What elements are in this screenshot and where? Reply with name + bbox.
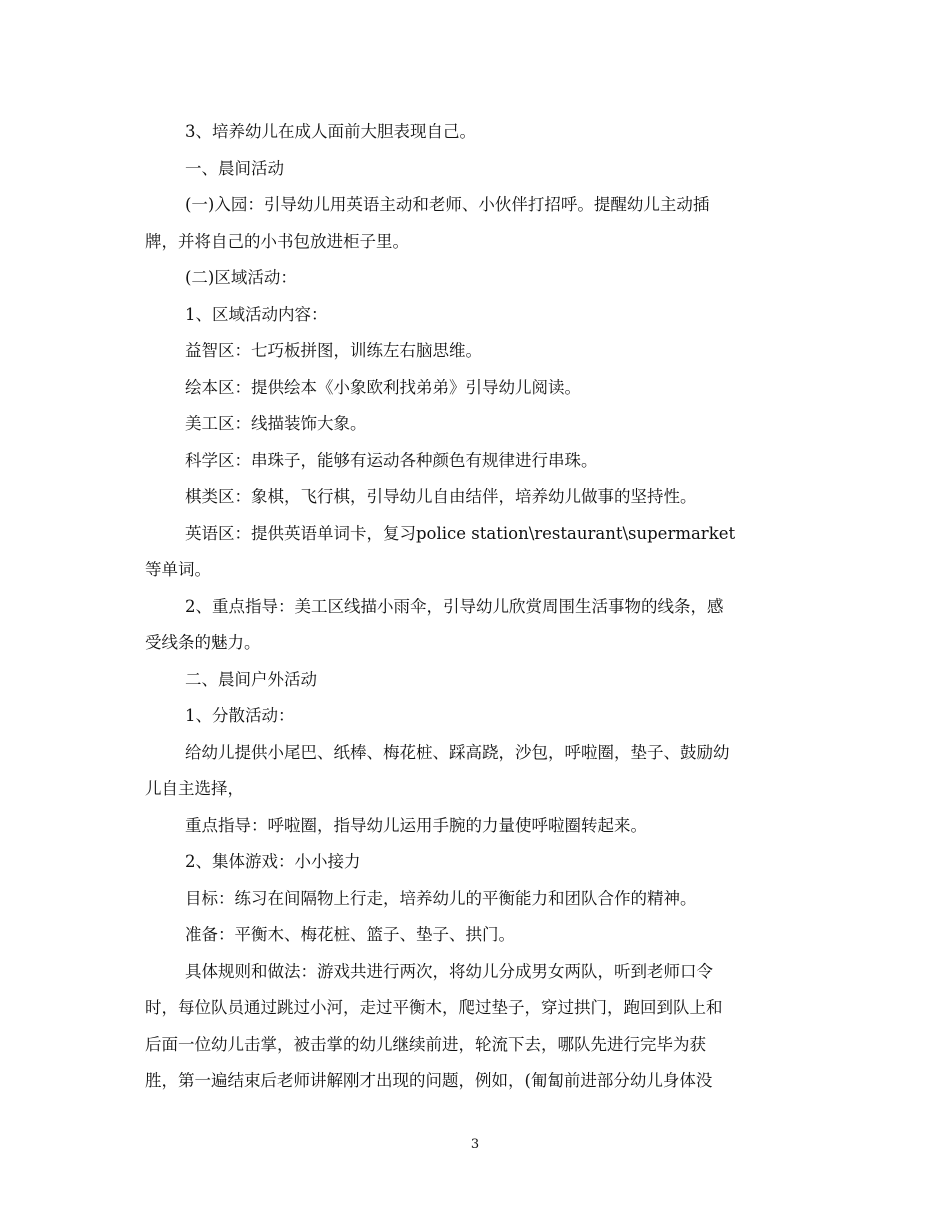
text-line: (一)入园：引导幼儿用英语主动和老师、小伙伴打招呼。提醒幼儿主动插 bbox=[185, 195, 710, 214]
text-line: 给幼儿提供小尾巴、纸棒、梅花桩、踩高跷，沙包，呼啦圈，垫子、鼓励幼 bbox=[185, 742, 730, 762]
text-line: 绘本区：提供绘本《小象欧利找弟弟》引导幼儿阅读。 bbox=[185, 377, 581, 397]
text-line: 儿自主选择， bbox=[145, 779, 244, 798]
text-line: 胜，第一遍结束后老师讲解刚才出现的问题，例如，(匍匐前进部分幼儿身体没 bbox=[145, 1071, 713, 1090]
document-body bbox=[145, 114, 805, 1100]
text-line: 美工区：线描装饰大象。 bbox=[185, 414, 367, 433]
text-line: 科学区：串珠子，能够有运动各种颜色有规律进行串珠。 bbox=[185, 450, 598, 470]
text-line: 棋类区：象棋，飞行棋，引导幼儿自由结伴，培养幼儿做事的坚持性。 bbox=[185, 487, 697, 506]
section-heading: 一、晨间活动 bbox=[185, 158, 284, 178]
text-line: 3、培养幼儿在成人面前大胆表现自己。 bbox=[185, 122, 476, 141]
text-line: 时，每位队员通过跳过小河，走过平衡木，爬过垫子，穿过拱门，跑回到队上和 bbox=[145, 998, 723, 1017]
text-line: 受线条的魅力。 bbox=[145, 633, 261, 652]
text-line: 等单词。 bbox=[145, 560, 211, 579]
text-line: 后面一位幼儿击掌，被击掌的幼儿继续前进，轮流下去，哪队先进行完毕为获 bbox=[145, 1034, 706, 1054]
text-line: 目标：练习在间隔物上行走，培养幼儿的平衡能力和团队合作的精神。 bbox=[185, 888, 697, 908]
text-line: 益智区：七巧板拼图，训练左右脑思维。 bbox=[185, 341, 482, 360]
page-number: 3 bbox=[470, 1137, 480, 1152]
text-line: 英语区：提供英语单词卡，复习police station\restaurant\supermarket bbox=[185, 523, 736, 543]
text-line: 1、分散活动： bbox=[185, 706, 295, 725]
text-line: 准备：平衡木、梅花桩、篮子、垫子、拱门。 bbox=[185, 925, 515, 944]
text-line: 重点指导：呼啦圈，指导幼儿运用手腕的力量使呼啦圈转起来。 bbox=[185, 815, 647, 835]
text-line: 1、区域活动内容： bbox=[185, 304, 328, 324]
text-line: 牌，并将自己的小书包放进柜子里。 bbox=[145, 231, 409, 251]
text-line: 具体规则和做法：游戏共进行两次，将幼儿分成男女两队，听到老师口令 bbox=[185, 961, 713, 981]
text-line: 2、集体游戏：小小接力 bbox=[185, 852, 361, 871]
subsection-heading: (二)区域活动： bbox=[185, 268, 297, 287]
text-line: 2、重点指导：美工区线描小雨伞，引导幼儿欣赏周围生活事物的线条，感 bbox=[185, 596, 724, 616]
section-heading: 二、晨间户外活动 bbox=[185, 669, 317, 689]
